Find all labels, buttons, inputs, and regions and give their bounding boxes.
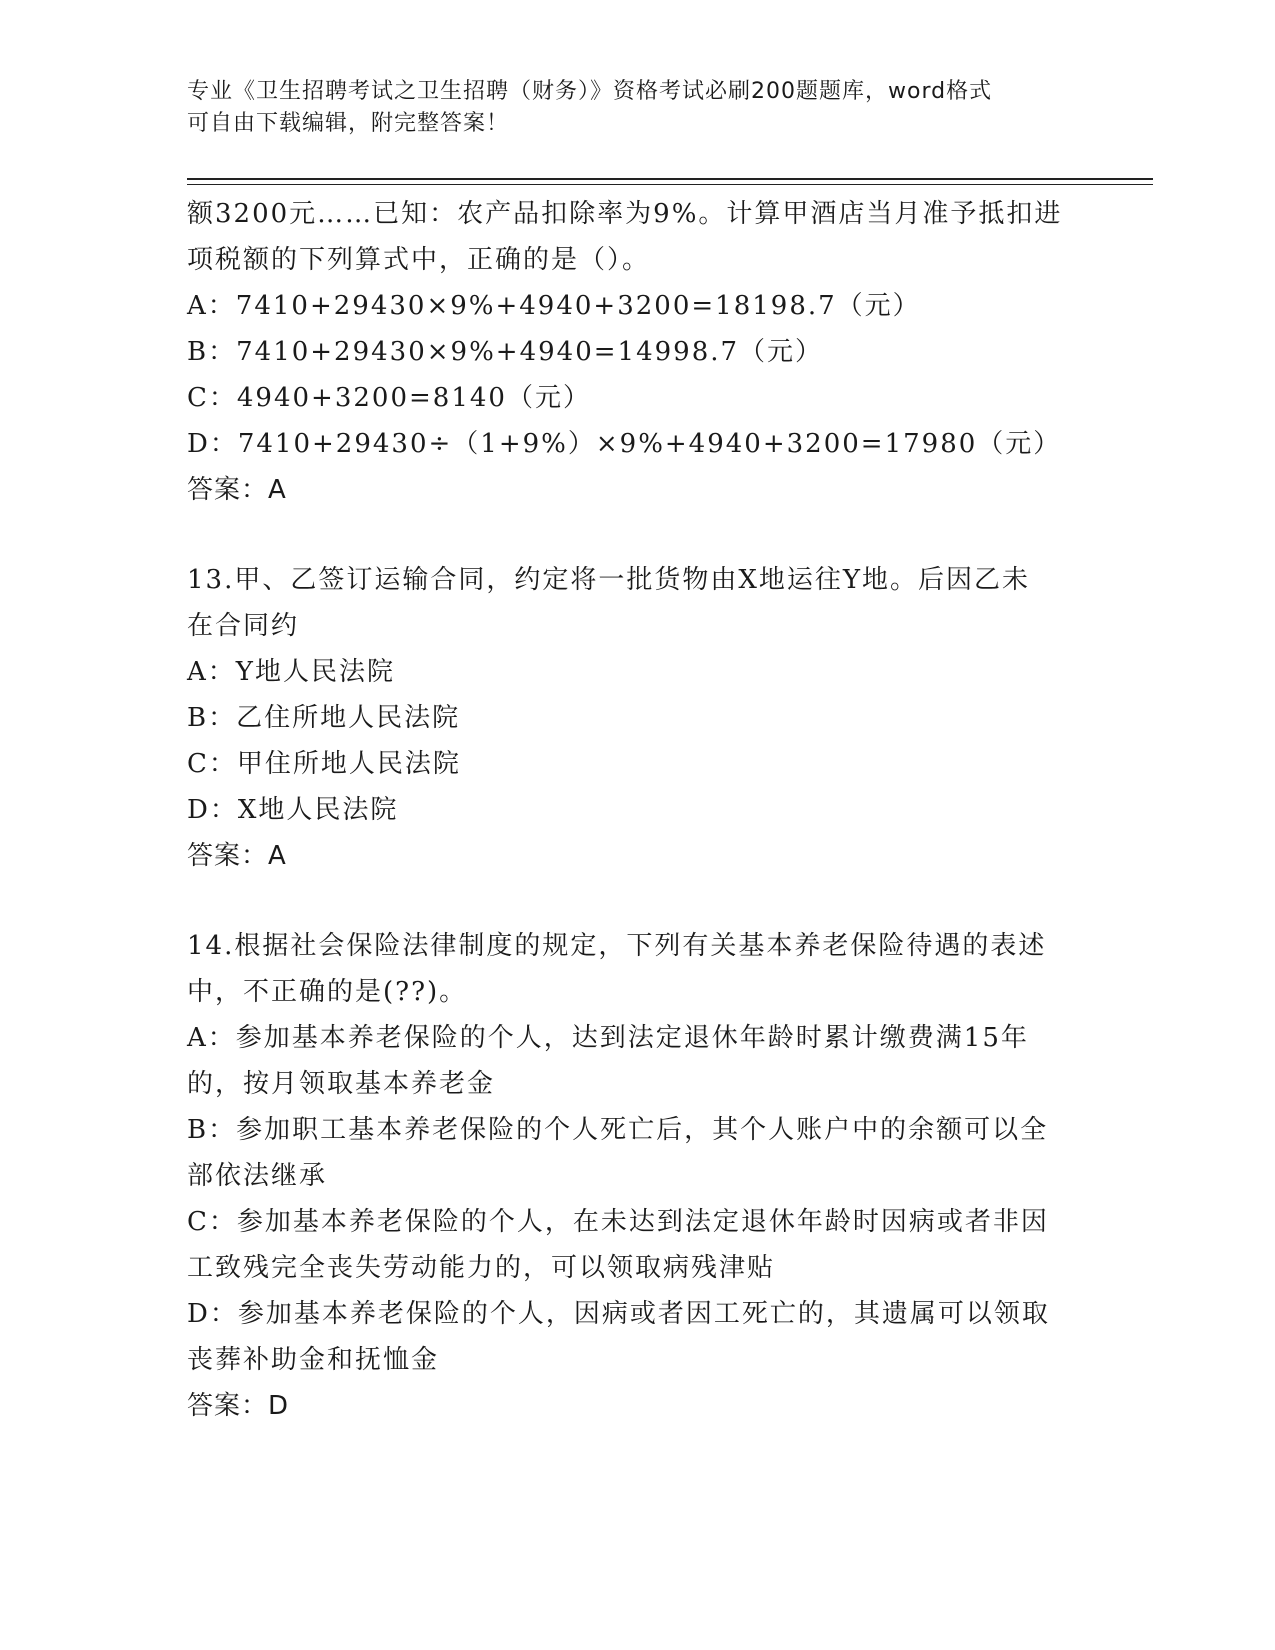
header-divider-thin bbox=[187, 184, 1153, 185]
option-a: A：Y地人民法院 bbox=[187, 657, 395, 687]
option-c: C：4940+3200=8140（元） bbox=[187, 383, 591, 413]
question-stem: 项税额的下列算式中，正确的是（）。 bbox=[187, 245, 651, 275]
question-stem: 13.甲、乙签订运输合同，约定将一批货物由X地运往Y地。后因乙未 bbox=[187, 565, 1031, 595]
option-b: B：参加职工基本养老保险的个人死亡后，其个人账户中的余额可以全 bbox=[187, 1115, 1049, 1145]
header-title-line1: 专业《卫生招聘考试之卫生招聘（财务）》资格考试必刷200题题库，word格式 bbox=[187, 79, 993, 104]
option-c: C：参加基本养老保险的个人，在未达到法定退休年龄时因病或者非因 bbox=[187, 1207, 1049, 1237]
option-a: A：参加基本养老保险的个人，达到法定退休年龄时累计缴费满15年 bbox=[187, 1023, 1029, 1053]
question-stem: 中，不正确的是(??)。 bbox=[187, 977, 468, 1007]
answer: 答案：A bbox=[187, 841, 287, 871]
option-d-continued: 丧葬补助金和抚恤金 bbox=[187, 1345, 440, 1375]
option-b: B：乙住所地人民法院 bbox=[187, 703, 461, 733]
question-14 bbox=[187, 923, 1087, 1429]
question-content bbox=[187, 191, 1087, 1429]
option-d: D：参加基本养老保险的个人，因病或者因工死亡的，其遗属可以领取 bbox=[187, 1299, 1050, 1329]
answer: 答案：D bbox=[187, 1391, 290, 1421]
option-c: C：甲住所地人民法院 bbox=[187, 749, 461, 779]
spacer bbox=[187, 513, 1087, 557]
option-c-continued: 工致残完全丧失劳动能力的，可以领取病残津贴 bbox=[187, 1253, 776, 1283]
question-stem: 在合同约 bbox=[187, 611, 300, 641]
option-a: A：7410+29430×9%+4940+3200=18198.7（元） bbox=[187, 291, 921, 321]
header-title-line2: 可自由下载编辑，附完整答案！ bbox=[187, 111, 510, 136]
question-13 bbox=[187, 557, 1087, 879]
question-12 bbox=[187, 191, 1087, 513]
option-b: B：7410+29430×9%+4940=14998.7（元） bbox=[187, 337, 824, 367]
option-b-continued: 部依法继承 bbox=[187, 1161, 328, 1191]
header-divider-thick bbox=[187, 178, 1153, 180]
question-stem: 14.根据社会保险法律制度的规定，下列有关基本养老保险待遇的表述 bbox=[187, 931, 1047, 961]
question-stem: 额3200元……已知：农产品扣除率为9%。计算甲酒店当月准予抵扣进 bbox=[187, 199, 1063, 229]
option-a-continued: 的，按月领取基本养老金 bbox=[187, 1069, 496, 1099]
answer: 答案：A bbox=[187, 475, 287, 505]
spacer bbox=[187, 879, 1087, 923]
option-d: D：7410+29430÷（1+9%）×9%+4940+3200=17980（元） bbox=[187, 429, 1062, 459]
document-header bbox=[187, 76, 1087, 140]
option-d: D：X地人民法院 bbox=[187, 795, 399, 825]
